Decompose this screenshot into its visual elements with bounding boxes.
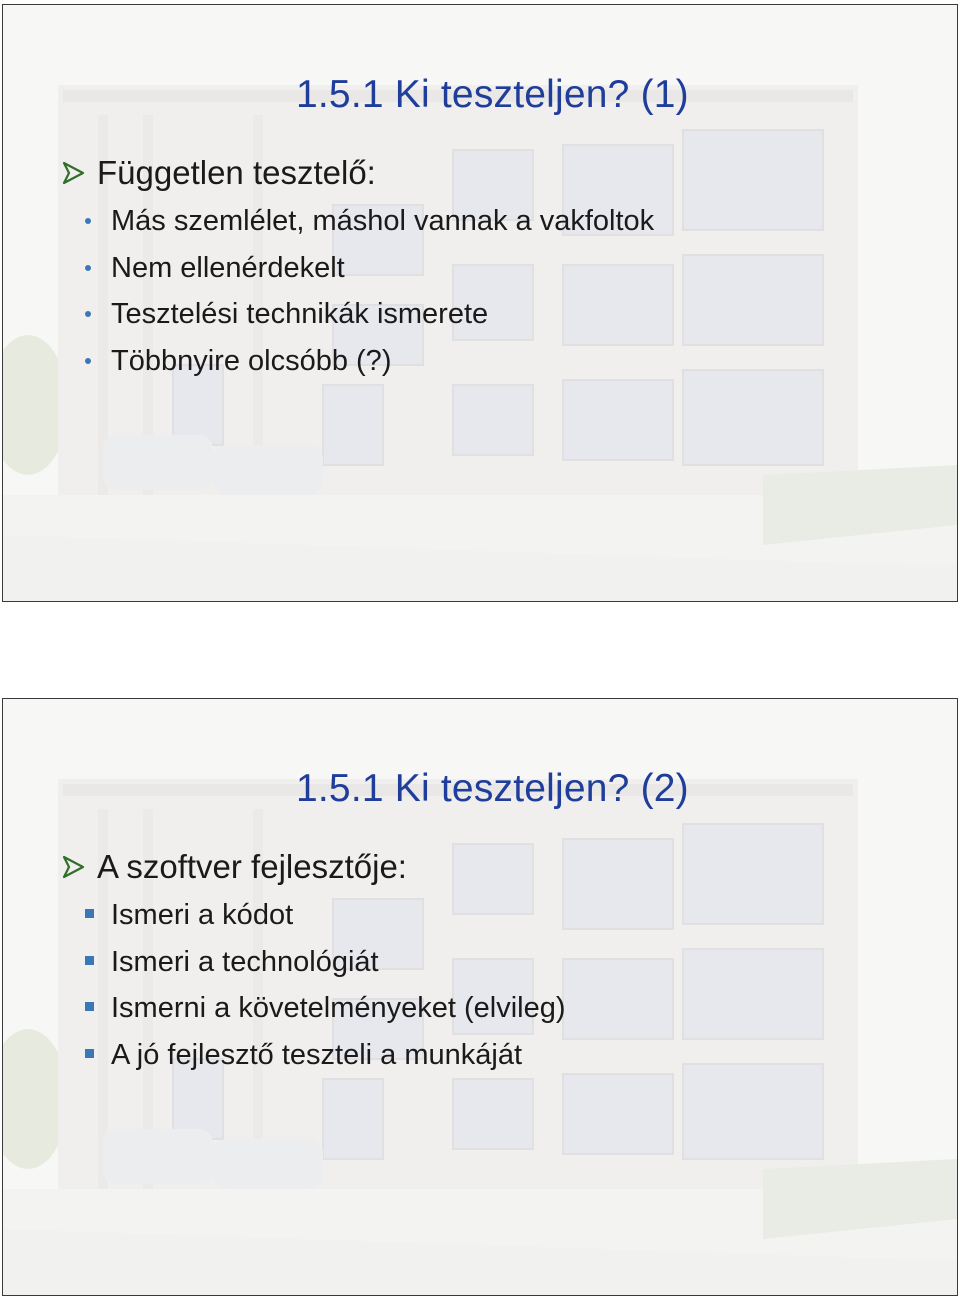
- bullet-list: [83, 204, 654, 390]
- list-item: [83, 991, 566, 1038]
- list-item-text: Ismeri a technológiát: [111, 945, 379, 978]
- arrow-bullet-icon: [61, 854, 87, 880]
- slide-1: [2, 4, 958, 602]
- bullet-square-icon: [85, 1002, 94, 1011]
- arrow-bullet-icon: [61, 160, 87, 186]
- list-item-text: Ismeri a kódot: [111, 899, 294, 931]
- list-item: [83, 1038, 566, 1085]
- bullet-square-icon: [85, 956, 94, 965]
- slide-2: [2, 698, 958, 1296]
- list-item: [83, 204, 654, 251]
- list-item: [83, 251, 654, 298]
- list-item-text: Nem ellenérdekelt: [111, 251, 345, 284]
- bullet-list: [83, 898, 566, 1084]
- list-item-text: A jó fejlesztő teszteli a munkáját: [111, 1038, 523, 1071]
- bullet-dot-icon: [85, 358, 91, 364]
- section-heading-label: A szoftver fejlesztője:: [97, 848, 407, 885]
- bullet-square-icon: [85, 909, 94, 918]
- bullet-dot-icon: [85, 218, 91, 224]
- list-item-text: Többnyire olcsóbb (?): [111, 344, 392, 377]
- slide-title: 1.5.1 Ki teszteljen? (1): [296, 73, 689, 116]
- slide-title: 1.5.1 Ki teszteljen? (2): [296, 767, 689, 810]
- list-item: [83, 344, 654, 391]
- bullet-dot-icon: [85, 265, 91, 271]
- list-item: [83, 297, 654, 344]
- list-item-text: Más szemlélet, máshol vannak a vakfoltok: [111, 205, 655, 237]
- section-heading: [61, 848, 407, 886]
- bullet-dot-icon: [85, 311, 91, 317]
- list-item-text: Ismerni a követelményeket (elvileg): [111, 992, 566, 1024]
- section-heading-label: Független tesztelő:: [97, 154, 376, 191]
- section-heading: [61, 154, 376, 192]
- list-item: [83, 898, 566, 945]
- list-item: [83, 945, 566, 992]
- list-item-text: Tesztelési technikák ismerete: [111, 298, 489, 330]
- bullet-square-icon: [85, 1049, 94, 1058]
